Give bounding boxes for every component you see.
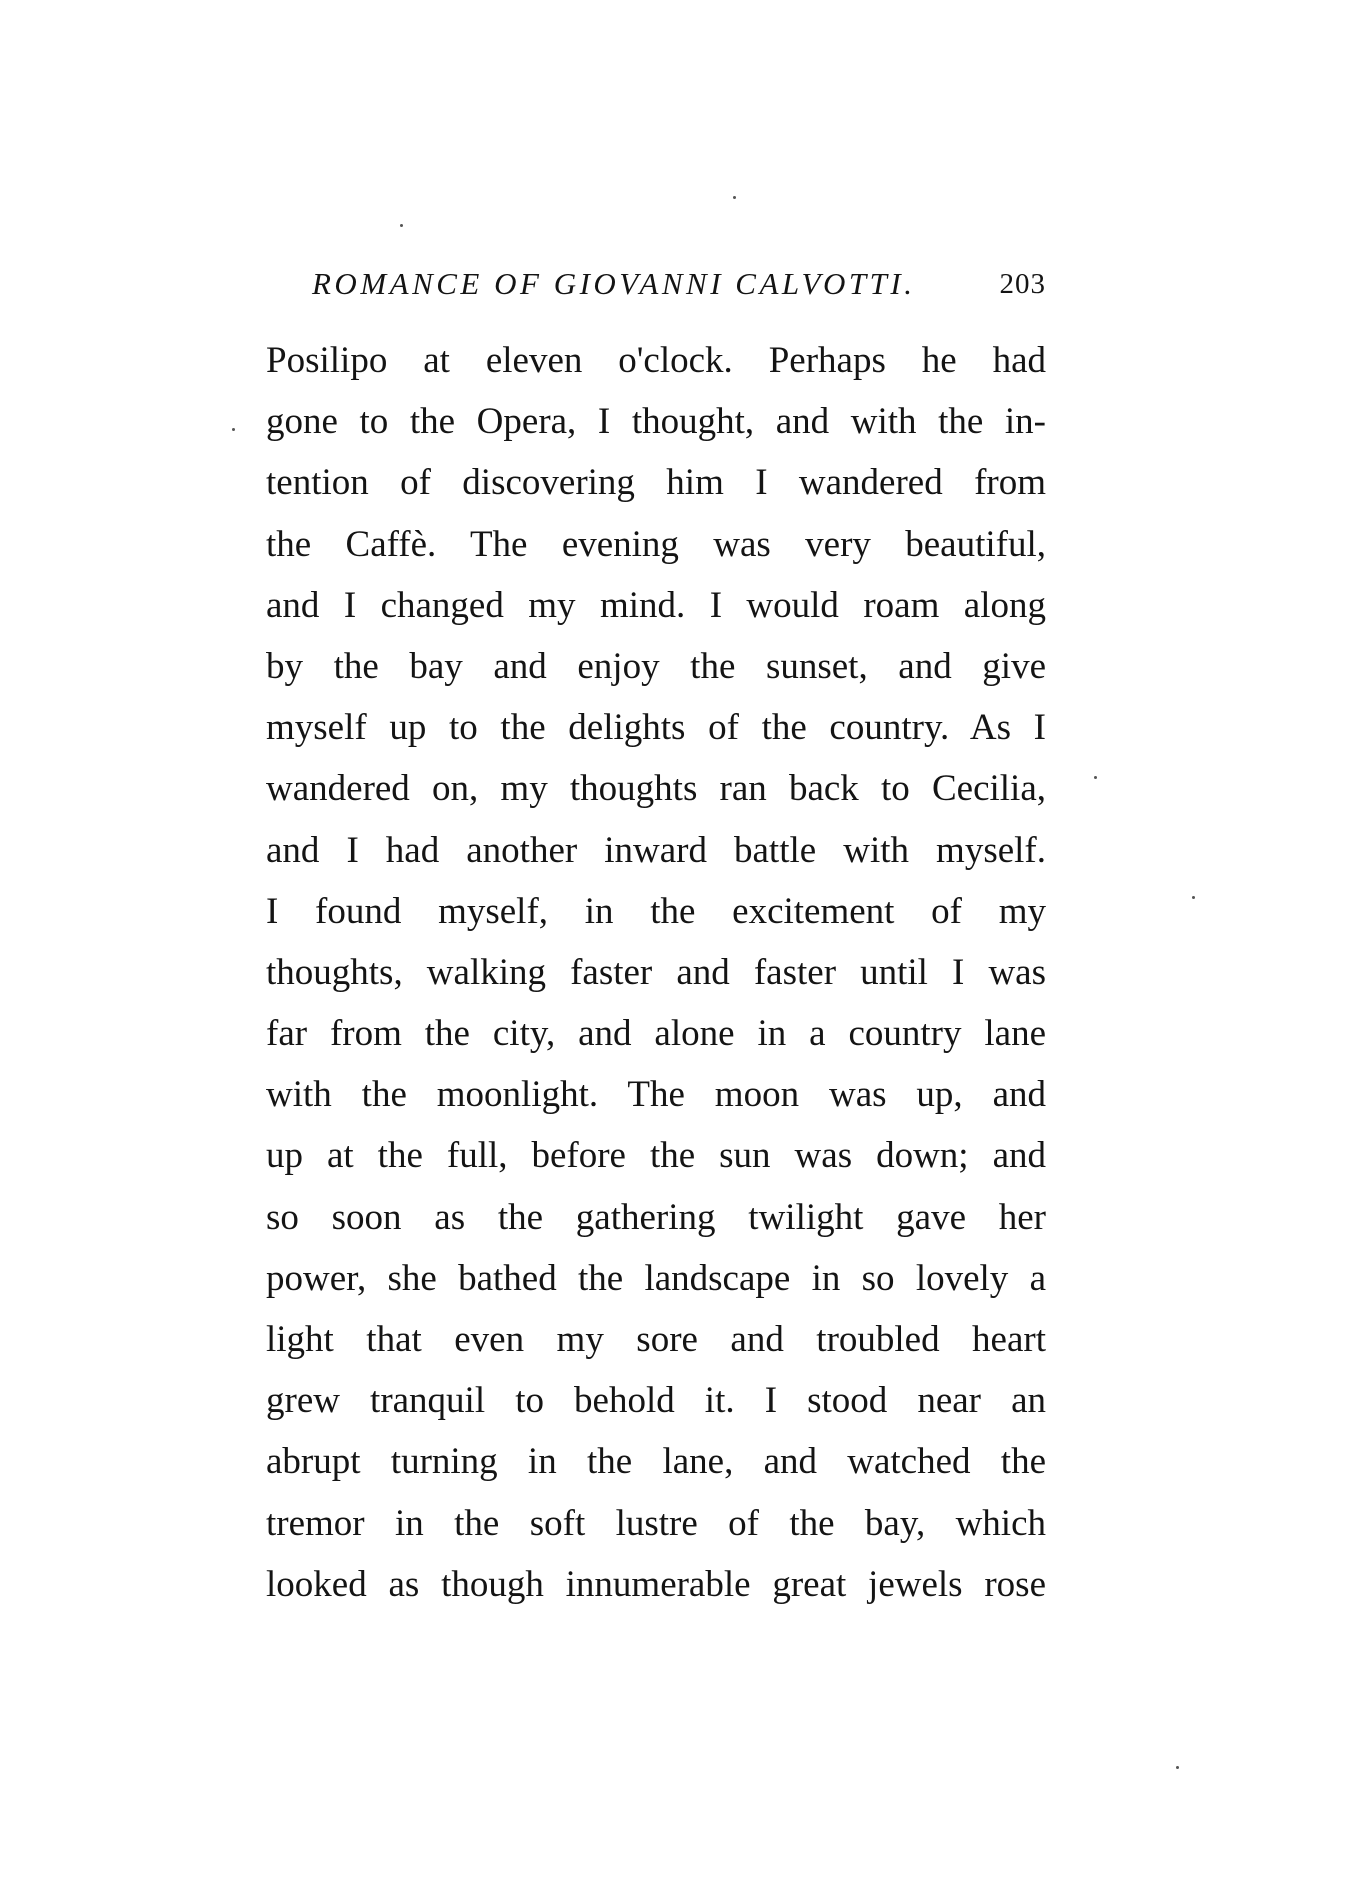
scan-speck [1094,776,1097,779]
text-line: thoughts, walking faster and faster until I was [266,951,1046,993]
text-line: up at the full, before the sun was down; and [266,1135,1046,1177]
scan-speck [1192,896,1195,899]
running-head [266,264,1046,304]
scan-speck [1176,1766,1179,1769]
text-line: far from the city, and alone in a country lane [266,1013,1046,1055]
text-line: tremor in the soft lustre of the bay, which [266,1502,1046,1544]
body-text [266,330,1046,1615]
scan-speck [232,428,235,431]
text-line: looked as though innumerable great jewels rose [266,1563,1046,1605]
text-line: gone to the Opera, I thought, and with the in- [266,401,1046,443]
text-line: Posilipo at eleven o'clock. Perhaps he had [266,340,1046,381]
text-line: I found myself, in the excitement of my [266,890,1046,932]
running-title: ROMANCE OF GIOVANNI CALVOTTI. [312,266,916,301]
text-line: abrupt turning in the lane, and watched the [266,1441,1046,1483]
scan-speck [400,224,403,227]
text-line: light that even my sore and troubled heart [266,1319,1046,1360]
text-line: so soon as the gathering twilight gave her [266,1196,1046,1238]
text-line: tention of discovering him I wandered from [266,462,1046,504]
text-line: with the moonlight. The moon was up, and [266,1074,1046,1116]
text-line: the Caffè. The evening was very beautiful, [266,523,1046,565]
text-line: myself up to the delights of the country. As I [266,707,1046,749]
scan-speck [733,196,736,199]
page-number: 203 [999,268,1046,300]
text-line: power, she bathed the landscape in so lovely a [266,1257,1046,1299]
text-line: grew tranquil to behold it. I stood near an [266,1380,1046,1422]
text-line: and I had another inward battle with myself. [266,829,1046,871]
text-line: wandered on, my thoughts ran back to Cecilia, [266,768,1046,810]
text-line: by the bay and enjoy the sunset, and give [266,645,1046,687]
text-line: and I changed my mind. I would roam along [266,584,1046,626]
